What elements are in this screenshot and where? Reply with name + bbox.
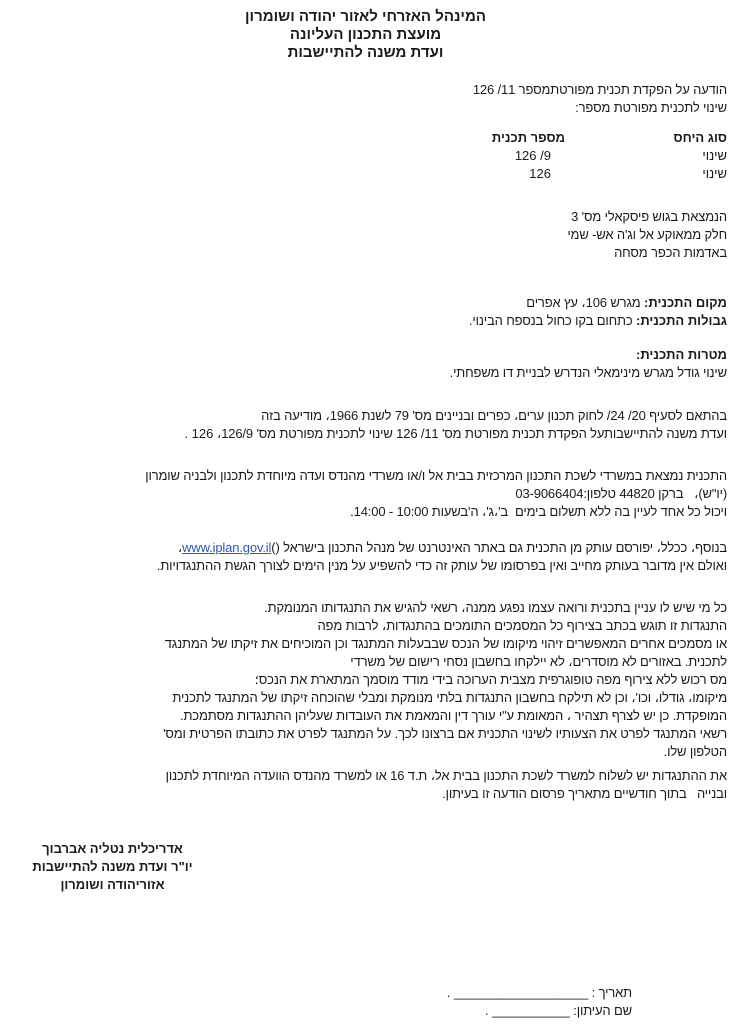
submission-paragraph [4, 767, 727, 803]
relations-table-row-number: 9/ 126 [514, 148, 551, 163]
notice-title-line1: הודעה על הפקדת תכנית מפורטתמספר 11/ 126 [472, 82, 727, 97]
date-fill-in-line: תאריך : ___________________ . [446, 985, 632, 1000]
objections-line: לתכנית. באזורים לא מוסדרים، לא יילקחו בחשבון נסחי רישום של משרדי [350, 654, 727, 669]
objections-line: הטלפון שלו. [663, 744, 727, 759]
relations-table-row-number: 126 [529, 166, 551, 181]
objections-line: המופקדת. כן יש לצרף תצהיר ، המאומת ע"י עורך דין והמאמת את העובדות שעליהן ההתנגדות מסתמכת. [180, 708, 727, 723]
iplan-website-link[interactable]: www.iplan.gov.il [182, 540, 272, 555]
letterhead-line-subcommittee: ועדת משנה להתיישבות [287, 44, 444, 61]
viewing-line1: התכנית נמצאת במשרדי לשכת התכנון המרכזית בבית אל ו/או משרדי מהנדס ועדה מיוחדת לתכנון ולבניה שומרון [145, 468, 727, 483]
objections-line: מיקומו، גודלו، וכו'، וכן לא תילקח בחשבון התנגדות בלתי מנומקת ומבלי שהוכחה זיקתו של המתנגד לתכנית [172, 690, 727, 705]
objections-line: או מסמכים אחרים המאפשרים זיהוי מיקומו של הנכס שבבעלות המתנגד וכן המוכיחים את זיקתו של המתנגד [164, 636, 727, 651]
plan-bounds-value: כתחום בקו כחול בנספח הבינוי. [468, 313, 636, 328]
land-location-parcel: חלק ממאוקע אל וג'ה אש- שמי [567, 227, 727, 242]
notice-title-line2: שינוי לתכנית מפורטת מספר: [575, 100, 727, 115]
land-location [4, 208, 727, 262]
plan-bounds-line [4, 312, 727, 330]
relations-table-header-type: סוג היחס [673, 130, 727, 145]
submission-line1: את ההתנגדות יש לשלוח למשרד לשכת התכנון בבית אל، ת.ד 16 או למשרד מהנדס הוועדה המיוחדת לתכנון [165, 768, 727, 783]
legal-basis-line1: בהתאם לסעיף 20/ 24/ לחוק תכנון ערים، כפרים ובניינים מס' 79 לשנת 1966، מודיעה בזה [261, 408, 727, 423]
internet-line2: ואולם אין מדובר בעותק מחייב ואין בפרסומו של עותק זה כדי להשפיע על מנין הימים לצורך הגשת ההתנגדויות. [156, 558, 727, 573]
submission-line2: ובנייה בתוך חודשיים מתאריך פרסום הודעה זו בעיתון. [442, 786, 727, 801]
signature-name: אדריכלית נטליה אברבוך [42, 841, 183, 856]
signature-role: יו"ר ועדת משנה להתיישבות [32, 859, 193, 874]
plan-goals-value: שינוי גודל מגרש מינימאלי הנדרש לבניית דו משפחתי. [449, 365, 727, 380]
relations-table [450, 129, 727, 183]
objections-line: התנגדות זו תוגש בכתב בצירוף כל המסמכים התומכים בהתנגדות، לרבות מפה [317, 618, 727, 633]
viewing-paragraph [4, 467, 727, 521]
relations-table-header-number: מספר תכנית [491, 130, 565, 145]
notice-title [4, 81, 727, 117]
viewing-line2: (יו"ש)، ברקן 44820 טלפון:03-9066404 [515, 486, 727, 501]
plan-place-bounds [4, 294, 727, 330]
objections-paragraph [4, 599, 727, 761]
plan-goals-label: מטרות התכנית: [636, 347, 727, 362]
signature-area: אזוריהודה ושומרון [60, 877, 165, 892]
legal-basis-line2: ועדת משנה להתיישבותעל הפקדת תכנית מפורטת מס' 11/ 126 שינוי לתכנית מפורטת מס' 126/9، 126 . [184, 426, 727, 441]
objections-line: כל מי שיש לו עניין בתכנית ורואה עצמו נפגע ממנה، רשאי להגיש את התנגדותו המנומקת. [264, 600, 727, 615]
internet-line1-before: בנוסף، ככלל، יפורסם עותק מן התכנית גם באתר האינטרנט של מנהל התכנון בישראל () [271, 540, 727, 555]
plan-place-value: מגרש 106، עץ אפרים [526, 295, 645, 310]
legal-basis-paragraph [4, 407, 727, 443]
signature-block [25, 840, 200, 894]
internet-paragraph [4, 539, 727, 575]
plan-goals [4, 346, 727, 382]
relations-table-row-type: שינוי [702, 166, 727, 181]
land-location-village: באדמות הכפר מסחה [614, 245, 727, 260]
objections-line: מס רכוש ללא צירוף מפה טופוגרפית מצבית הערוכה בידי מודד מוסמך המתארת את הנכס؛ [254, 672, 727, 687]
land-location-bloc: הנמצאת בגוש פיסקאלי מס' 3 [571, 209, 727, 224]
letterhead-line-council: מועצת התכנון העליונה [289, 26, 442, 43]
relations-table-row-type: שינוי [702, 148, 727, 163]
letterhead [4, 8, 727, 62]
internet-line1-after: ، [177, 540, 183, 555]
footer-fill-ins [447, 984, 632, 1020]
plan-place-label: מקום התכנית: [644, 295, 727, 310]
internet-line1 [4, 539, 727, 557]
newspaper-name-fill-in-line: שם העיתון: ___________ . [485, 1003, 632, 1018]
letterhead-line-authority: המינהל האזרחי לאזור יהודה ושומרון [245, 8, 486, 25]
plan-place-line [4, 294, 727, 312]
objections-line: רשאי המתנגד לפרט את הצעותיו לשינוי התכנית אם ברצונו לכך. על המתנגד לפרט את כתובתו הפרטית ומס' [163, 726, 727, 741]
viewing-line3: ויכול כל אחד לעיין בה ללא תשלום בימים ב'،ג'، ה'בשעות 10:00 - 14:00. [350, 504, 727, 519]
plan-bounds-label: גבולות התכנית: [635, 313, 727, 328]
